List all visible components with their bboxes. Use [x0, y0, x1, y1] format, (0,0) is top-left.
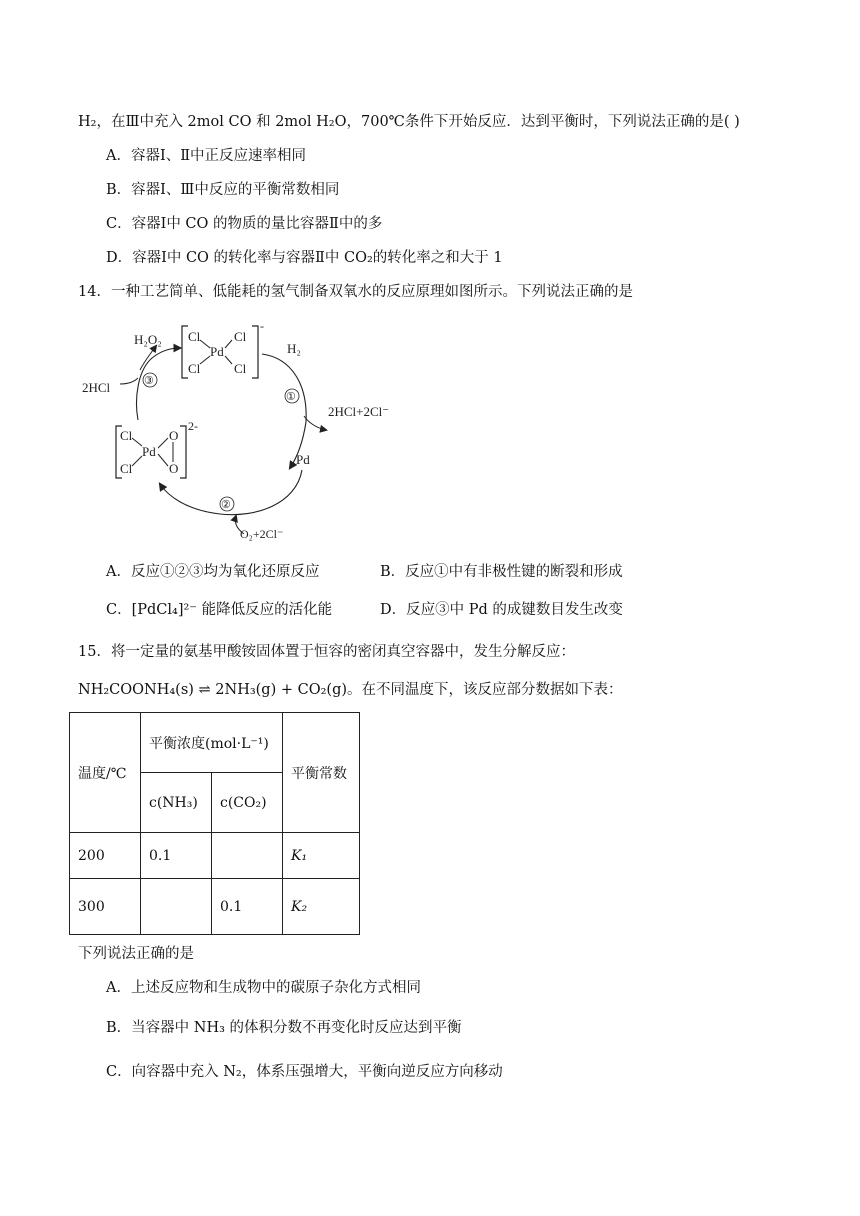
top-complex-bracket-right — [252, 326, 258, 378]
cell-co2: 0.1 — [212, 879, 283, 935]
q15-option-c: C．向容器中充入 N₂，体系压强增大，平衡向逆反应方向移动 — [106, 1064, 503, 1080]
left-cl-2: Cl — [120, 461, 133, 476]
q13-option-b: B．容器Ⅰ、Ⅲ中反应的平衡常数相同 — [106, 182, 340, 198]
q14-stem: 14．一种工艺简单、低能耗的氢气制备双氧水的反应原理如图所示。下列说法正确的是 — [78, 284, 633, 300]
step2-label: ② — [221, 499, 231, 511]
top-cl-4: Cl — [234, 361, 247, 376]
cell-k: K₁ — [283, 833, 360, 879]
cell-nh3: 0.1 — [141, 833, 212, 879]
out1-label: 2HCl+2Cl⁻ — [328, 404, 390, 419]
q15-option-b: B．当容器中 NH₃ 的体积分数不再变化时反应达到平衡 — [106, 1020, 462, 1036]
header-temperature: 温度/℃ — [70, 713, 141, 833]
left-charge: 2- — [188, 419, 198, 433]
arc-step2 — [160, 470, 302, 515]
left-o-1: O — [169, 428, 179, 443]
table-row — [70, 879, 360, 935]
q13-option-c: C．容器Ⅰ中 CO 的物质的量比容器Ⅱ中的多 — [106, 216, 383, 232]
q15-stem: 15．将一定量的氨基甲酸铵固体置于恒容的密闭真空容器中，发生分解反应： — [78, 644, 575, 660]
header-equilibrium-constant: 平衡常数 — [283, 713, 360, 833]
h2-label: H₂ — [287, 341, 301, 356]
q15-option-a: A．上述反应物和生成物中的碳原子杂化方式相同 — [106, 980, 421, 996]
cell-temp: 300 — [70, 879, 141, 935]
arc-step1 — [262, 354, 306, 422]
header-c-co2: c(CO₂) — [212, 773, 283, 833]
q15-after-text: 下列说法正确的是 — [78, 946, 194, 962]
out3-label: H₂O₂ — [134, 332, 162, 347]
top-charge: - — [260, 319, 264, 333]
q15-equation: NH₂COONH₄(s) ⇌ 2NH₃(g) + CO₂(g)。在不同温度下，该反应部分数据如下表： — [78, 682, 623, 698]
reaction-cycle-diagram — [76, 318, 406, 544]
cell-k: K₂ — [283, 879, 360, 935]
q13-option-d: D．容器Ⅰ中 CO 的转化率与容器Ⅱ中 CO₂的转化率之和大于 1 — [106, 250, 503, 266]
step1-label: ① — [286, 391, 296, 403]
pd-label: Pd — [296, 452, 310, 467]
cell-temp: 200 — [70, 833, 141, 879]
table-row — [70, 833, 360, 879]
top-pd: Pd — [210, 344, 224, 359]
top-cl-2: Cl — [234, 329, 247, 344]
q14-option-d: D．反应③中 Pd 的成键数目发生改变 — [380, 602, 623, 618]
left-complex-bracket-right — [180, 426, 186, 478]
left-cl-1: Cl — [120, 428, 133, 443]
left-o-2: O — [169, 461, 179, 476]
in2-label: O₂+2Cl⁻ — [240, 527, 284, 541]
equilibrium-data-table — [69, 712, 360, 935]
left-pd: Pd — [142, 444, 156, 459]
q13-stem: H₂，在Ⅲ中充入 2mol CO 和 2mol H₂O，700℃条件下开始反应．达到平衡时，下列说法正确的是( ) — [78, 114, 740, 130]
cell-co2 — [212, 833, 283, 879]
q14-option-c: C．[PdCl₄]²⁻ 能降低反应的活化能 — [106, 602, 333, 618]
header-c-nh3: c(NH₃) — [141, 773, 212, 833]
step3-label: ③ — [144, 375, 154, 387]
in3-label: 2HCl — [82, 380, 111, 395]
cell-nh3 — [141, 879, 212, 935]
top-cl-3: Cl — [188, 361, 201, 376]
top-cl-1: Cl — [188, 329, 201, 344]
header-equilibrium-concentration: 平衡浓度(mol·L⁻¹) — [141, 713, 283, 773]
q14-option-b: B．反应①中有非极性键的断裂和形成 — [380, 564, 623, 580]
q14-option-a: A．反应①②③均为氧化还原反应 — [106, 564, 320, 580]
q13-option-a: A．容器Ⅰ、Ⅱ中正反应速率相同 — [106, 148, 307, 164]
